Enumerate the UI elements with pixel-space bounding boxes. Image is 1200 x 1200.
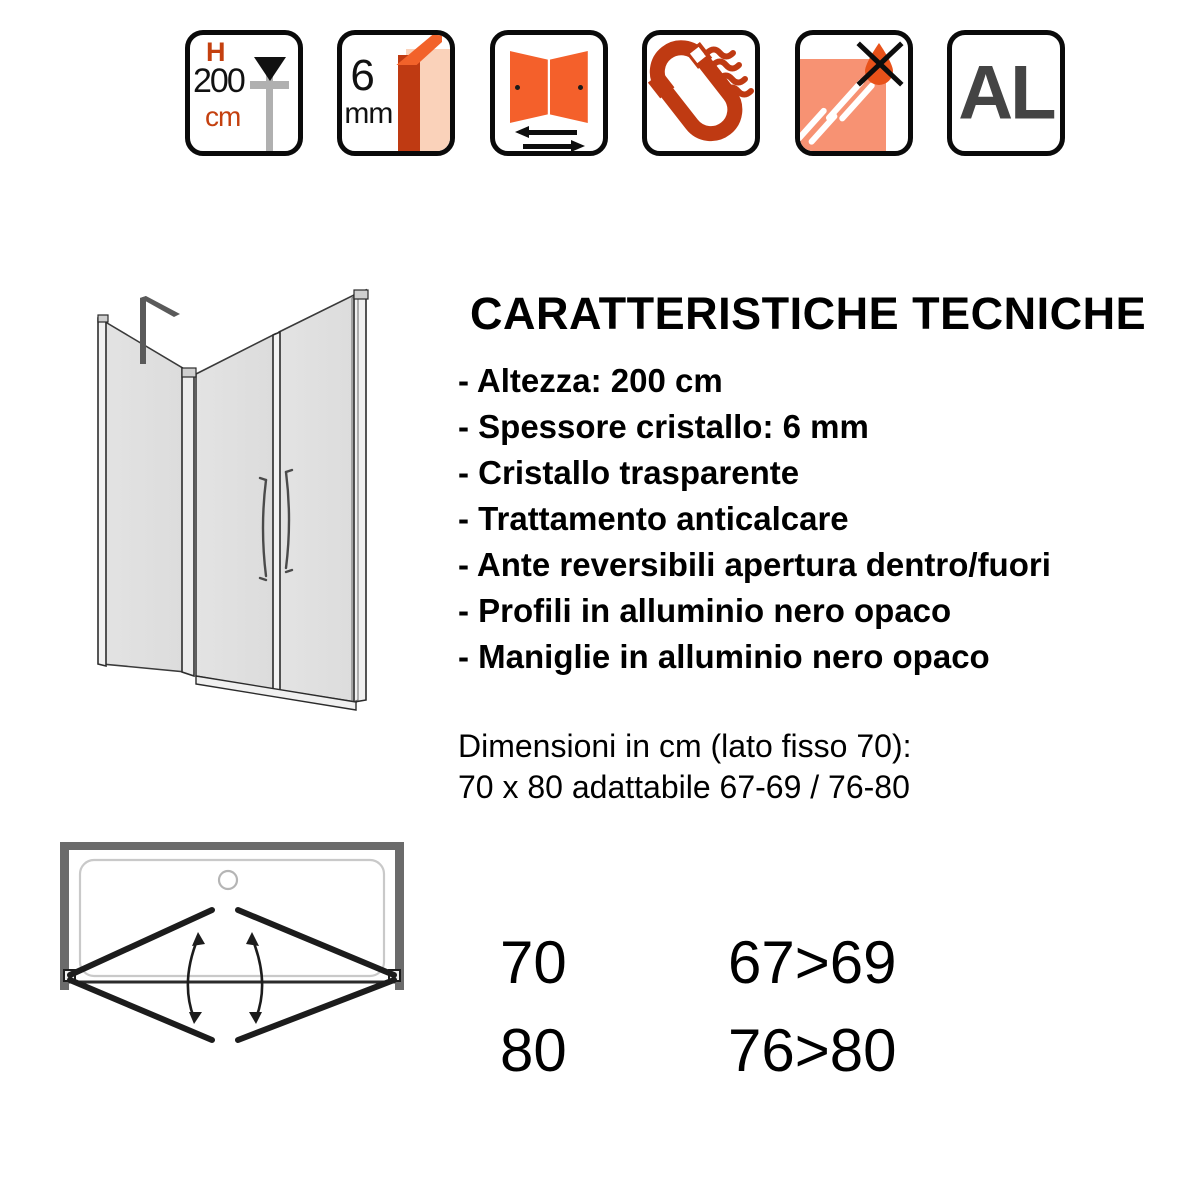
spec-item: - Ante reversibili apertura dentro/fuori: [458, 546, 1051, 583]
nominal-size: 70: [500, 929, 567, 996]
size-table: [500, 928, 980, 1104]
aluminium-icon: [947, 30, 1065, 156]
height-letter-label: H: [206, 37, 225, 67]
shower-enclosure-perspective-drawing: [70, 272, 400, 712]
table-row: [500, 928, 980, 1016]
height-unit-label: cm: [205, 101, 241, 132]
arrow-left-icon: [515, 127, 585, 137]
dimensions-block: [458, 726, 1158, 808]
dimensions-heading: Dimensioni in cm (lato fisso 70):: [458, 728, 912, 764]
nominal-size: 80: [500, 1017, 567, 1084]
glass-pane-edge-icon: [398, 55, 420, 156]
door-knob-left-icon: [515, 85, 520, 90]
arrow-right-icon: [515, 141, 585, 151]
no-limescale-droplet-icon: [852, 37, 906, 93]
aluminium-label: AL: [958, 50, 1054, 136]
reversible-doors-icon: [490, 30, 608, 156]
height-icon: [185, 30, 303, 156]
spec-item: - Maniglie in alluminio nero opaco: [458, 638, 990, 675]
feature-icon-row: [185, 30, 1065, 156]
adjustable-range: 76>80: [728, 1017, 897, 1084]
adjustable-range: 67>69: [728, 929, 897, 996]
spec-item: - Altezza: 200 cm: [458, 362, 723, 399]
thickness-value-label: 6: [350, 51, 375, 100]
down-triangle-icon: [254, 57, 286, 81]
specification-list: [458, 358, 1158, 680]
dimensions-detail: 70 x 80 adattabile 67-69 / 76-80: [458, 769, 910, 805]
spec-item: - Profili in alluminio nero opaco: [458, 592, 952, 629]
glass-thickness-icon: [337, 30, 455, 156]
door-knob-right-icon: [578, 85, 583, 90]
anti-limescale-icon: [795, 30, 913, 156]
magnet-icon: [647, 35, 755, 151]
thickness-unit-label: mm: [344, 97, 393, 130]
measuring-arm-icon: [250, 81, 289, 89]
spec-item: - Trattamento anticalcare: [458, 500, 849, 537]
spec-item: - Spessore cristallo: 6 mm: [458, 408, 869, 445]
table-row: [500, 1016, 980, 1104]
spec-item: - Cristallo trasparente: [458, 454, 800, 491]
magnetic-seal-icon: [642, 30, 760, 156]
height-value-label: 200: [193, 62, 244, 100]
page-title: CARATTERISTICHE TECNICHE: [470, 288, 1147, 339]
door-swing-plan-drawing: [52, 832, 412, 1062]
